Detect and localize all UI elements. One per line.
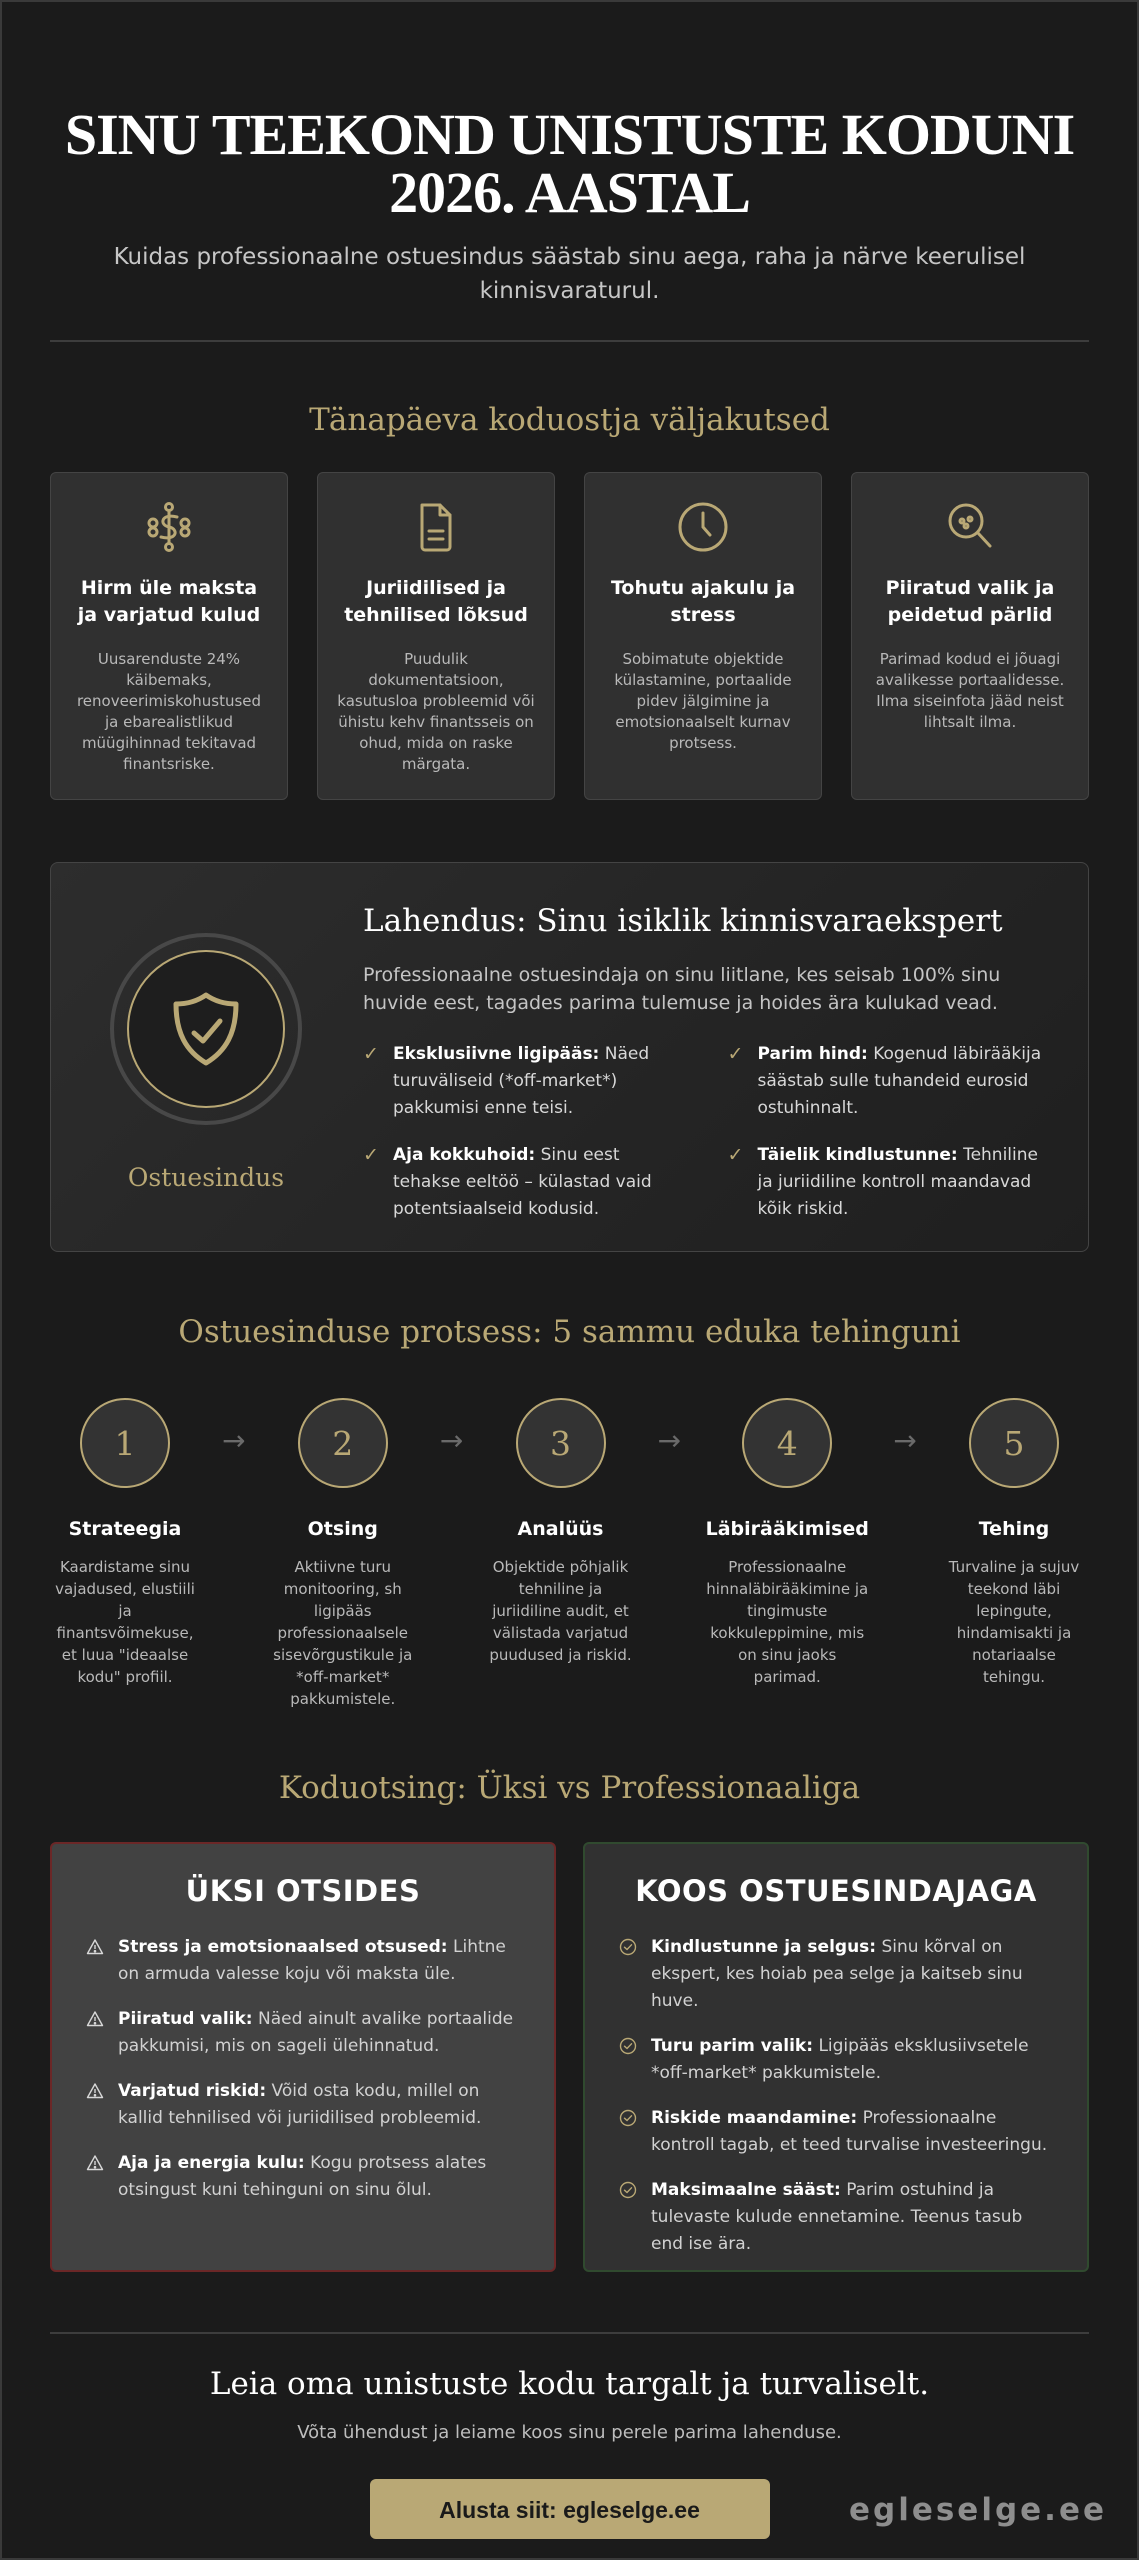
- cta-subtitle: Võta ühendust ja leiame koos sinu perele parima lahenduse.: [297, 2422, 842, 2443]
- check-circle-icon: [615, 1934, 651, 2015]
- feature-bold: Aja kokkuhoid:: [393, 1145, 536, 1165]
- process-step: [50, 1398, 200, 1710]
- feature-item: [728, 1142, 1049, 1223]
- check-circle-icon: [615, 2033, 651, 2087]
- document-icon: [336, 499, 536, 555]
- process-step: [268, 1398, 418, 1710]
- challenge-card: [584, 472, 822, 800]
- check-circle-icon: [615, 2177, 651, 2258]
- page-subtitle: Kuidas professionaalne ostuesindus säästab sinu aega, raha ja närve keerulisel kinnisvaraturul.: [113, 244, 1026, 304]
- feature-text: Näed turuväliseid (*off-market*) pakkumisi enne teisi.: [393, 1044, 650, 1118]
- solution-features: [363, 1041, 1048, 1223]
- feature-item: [363, 1142, 684, 1223]
- arrow-right-icon: →: [893, 1424, 917, 1457]
- item-bold: Kindlustunne ja selgus:: [651, 1937, 877, 1957]
- item-bold: Varjatud riskid:: [118, 2081, 267, 2101]
- list-item: [615, 2033, 1057, 2087]
- divider: [50, 2332, 1089, 2334]
- step-number: 2: [298, 1398, 388, 1488]
- solution-title: Lahendus: Sinu isiklik kinnisvaraekspert: [363, 903, 1003, 939]
- arrow-right-icon: →: [222, 1424, 246, 1457]
- process-step: [939, 1398, 1089, 1710]
- comparison-columns: [50, 1842, 1089, 2272]
- item-text: Lihtne on armuda valesse koju või maksta üle.: [118, 1937, 506, 1984]
- cta-title: Leia oma unistuste kodu targalt ja turvaliselt.: [209, 2366, 930, 2402]
- warning-icon: [82, 1934, 118, 1988]
- feature-item: [728, 1041, 1049, 1122]
- feature-text: Tehniline ja juriidiline kontroll maandavad kõik riskid.: [757, 1145, 1038, 1219]
- check-icon: ✓: [727, 1144, 744, 1166]
- feature-text: Sinu eest tehakse eeltöö – külastad vaid potentsiaalseid kodusid.: [393, 1145, 652, 1219]
- divider: [50, 340, 1089, 342]
- card-title: Juriidilised ja tehnilised lõksud: [344, 577, 528, 626]
- card-text: Parimad kodud ei jõuagi avalikesse portaalidesse. Ilma siseinfota jääd neist lihtsalt ilma.: [875, 650, 1065, 731]
- item-text: Näed ainult avalike portaalide pakkumisi, mis on sageli ülehinnatud.: [118, 2009, 514, 2056]
- list-item: [82, 2006, 524, 2060]
- warning-icon: [82, 2006, 118, 2060]
- comparison-title: Koduotsing: Üksi vs Professionaaliga: [278, 1770, 861, 1806]
- check-icon: ✓: [363, 1144, 379, 1166]
- card-text: Uusarenduste 24% käibemaks, renoveerimiskohustused ja ebarealistlikud müügihinnad tekitavad finantsriske.: [76, 650, 262, 773]
- card-title: Hirm üle maksta ja varjatud kulud: [77, 577, 261, 626]
- hero: [50, 2, 1089, 308]
- watermark: egleselge.ee: [848, 2492, 1107, 2528]
- alone-title: ÜKSI OTSIDES: [185, 1874, 421, 1908]
- step-title: Otsing: [307, 1518, 378, 1540]
- pro-panel: [583, 1842, 1089, 2272]
- item-text: Ligipääs eksklusiivsetele *off-market* pakkumistele.: [651, 2036, 1029, 2083]
- arrow-right-icon: →: [657, 1424, 682, 1457]
- step-title: Strateegia: [68, 1518, 182, 1540]
- check-circle-icon: [615, 2105, 651, 2159]
- step-text: Turvaline ja sujuv teekond läbi lepingute, hindamisakti ja notariaalse tehingu.: [948, 1558, 1080, 1686]
- challenges-section: [50, 402, 1089, 800]
- card-text: Puudulik dokumentatsioon, kasutusloa probleemid või ühistu kehv finantsseis on ohud, mida on raske märgata.: [337, 650, 535, 773]
- list-item: [615, 1934, 1057, 2015]
- shield-check-icon: [127, 950, 285, 1108]
- step-title: Tehing: [978, 1518, 1050, 1540]
- step-number: 4: [742, 1398, 832, 1488]
- challenges-title: Tänapäeva koduostja väljakutsed: [309, 402, 830, 438]
- item-text: Võid osta kodu, millel on kallid tehnilised või juriidilised probleemid.: [118, 2081, 482, 2128]
- badge: [91, 903, 321, 1251]
- warning-icon: [82, 2150, 118, 2204]
- list-item: [82, 1934, 524, 1988]
- cta-button[interactable]: Alusta siit: egleselge.ee: [370, 2479, 770, 2539]
- item-text: Parim ostuhind ja tulevaste kulude ennetamine. Teenus tasub end ise ära.: [651, 2180, 1023, 2254]
- check-icon: ✓: [363, 1043, 379, 1065]
- card-title: Tohutu ajakulu ja stress: [610, 577, 796, 626]
- item-bold: Piiratud valik:: [118, 2009, 253, 2029]
- challenge-cards: [50, 472, 1089, 800]
- badge-label: Ostuesindus: [127, 1163, 285, 1192]
- list-item: [82, 2150, 524, 2204]
- list-item: [82, 2078, 524, 2132]
- process-step: [703, 1398, 871, 1710]
- pro-list: [615, 1934, 1057, 2258]
- arrow-right-icon: →: [439, 1424, 464, 1457]
- alone-list: [82, 1934, 524, 2204]
- item-text: Sinu kõrval on ekspert, kes hoiab pea selge ja kaitseb sinu huve.: [651, 1937, 1023, 2011]
- process-section: [50, 1314, 1089, 1710]
- step-title: Analüüs: [517, 1518, 604, 1540]
- clock-icon: [603, 499, 803, 555]
- item-bold: Aja ja energia kulu:: [118, 2153, 305, 2173]
- challenge-card: [317, 472, 555, 800]
- page-title: SINU TEEKOND UNISTUSTE KODUNI 2026. AASTAL: [64, 102, 1075, 225]
- item-text: Kogu protsess alates otsingust kuni tehinguni on sinu õlul.: [118, 2153, 487, 2200]
- list-item: [615, 2105, 1057, 2159]
- step-text: Professionaalne hinnaläbirääkimine ja tingimuste kokkuleppimine, mis on sinu jaoks parimad.: [706, 1558, 869, 1686]
- check-icon: ✓: [727, 1043, 744, 1065]
- item-bold: Stress ja emotsionaalsed otsused:: [118, 1937, 448, 1957]
- feature-bold: Parim hind:: [757, 1044, 868, 1064]
- item-bold: Turu parim valik:: [651, 2036, 814, 2056]
- feature-bold: Täielik kindlustunne:: [757, 1145, 958, 1165]
- feature-bold: Eksklusiivne ligipääs:: [393, 1044, 600, 1064]
- solution-panel: [50, 862, 1089, 1252]
- pro-title: KOOS OSTUESINDAJAGA: [635, 1874, 1037, 1908]
- warning-icon: [82, 2078, 118, 2132]
- solution-lead: Professionaalne ostuesindaja on sinu liitlane, kes seisab 100% sinu huvide eest, tagades parima tulemuse ja hoides ära kulukad vead.: [363, 964, 1001, 1014]
- step-text: Kaardistame sinu vajadused, elustiili ja finantsvõimekuse, et luua "ideaalse kodu" profiil.: [55, 1558, 195, 1686]
- comparison-section: [50, 1770, 1089, 2272]
- feature-item: [363, 1041, 684, 1122]
- step-number: 1: [80, 1398, 170, 1488]
- feature-text: Kogenud läbirääkija säästab sulle tuhandeid eurosid ostuhinnalt.: [757, 1044, 1042, 1118]
- challenge-card: [851, 472, 1089, 800]
- alone-panel: [50, 1842, 556, 2272]
- item-bold: Riskide maandamine:: [651, 2108, 858, 2128]
- step-number: 3: [516, 1398, 606, 1488]
- solution-body: [321, 903, 1048, 1251]
- card-title: Piiratud valik ja peidetud pärlid: [885, 577, 1055, 626]
- card-text: Sobimatute objektide külastamine, portaalide pidev jälgimine ja emotsionaalselt kurnav protsess.: [614, 650, 792, 752]
- step-text: Objektide põhjalik tehniline ja juriidiline audit, et välistada varjatud puudused ja riskid.: [489, 1558, 632, 1664]
- badge-ring: [110, 933, 302, 1125]
- step-title: Läbirääkimised: [705, 1518, 869, 1540]
- challenge-card: [50, 472, 288, 800]
- process-title: Ostuesinduse protsess: 5 sammu eduka tehinguni: [178, 1314, 961, 1350]
- step-number: 5: [969, 1398, 1059, 1488]
- process-steps: [50, 1398, 1089, 1710]
- item-text: Professionaalne kontroll tagab, et teed turvalise investeeringu.: [651, 2108, 1048, 2155]
- item-bold: Maksimaalne sääst:: [651, 2180, 841, 2200]
- process-step: [486, 1398, 636, 1710]
- step-text: Aktiivne turu monitooring, sh ligipääs professionaalsele sisevõrgustikule ja *off-market* pakkumistele.: [273, 1558, 413, 1708]
- list-item: [615, 2177, 1057, 2258]
- money-flow-icon: [69, 499, 269, 555]
- search-icon: [870, 499, 1070, 555]
